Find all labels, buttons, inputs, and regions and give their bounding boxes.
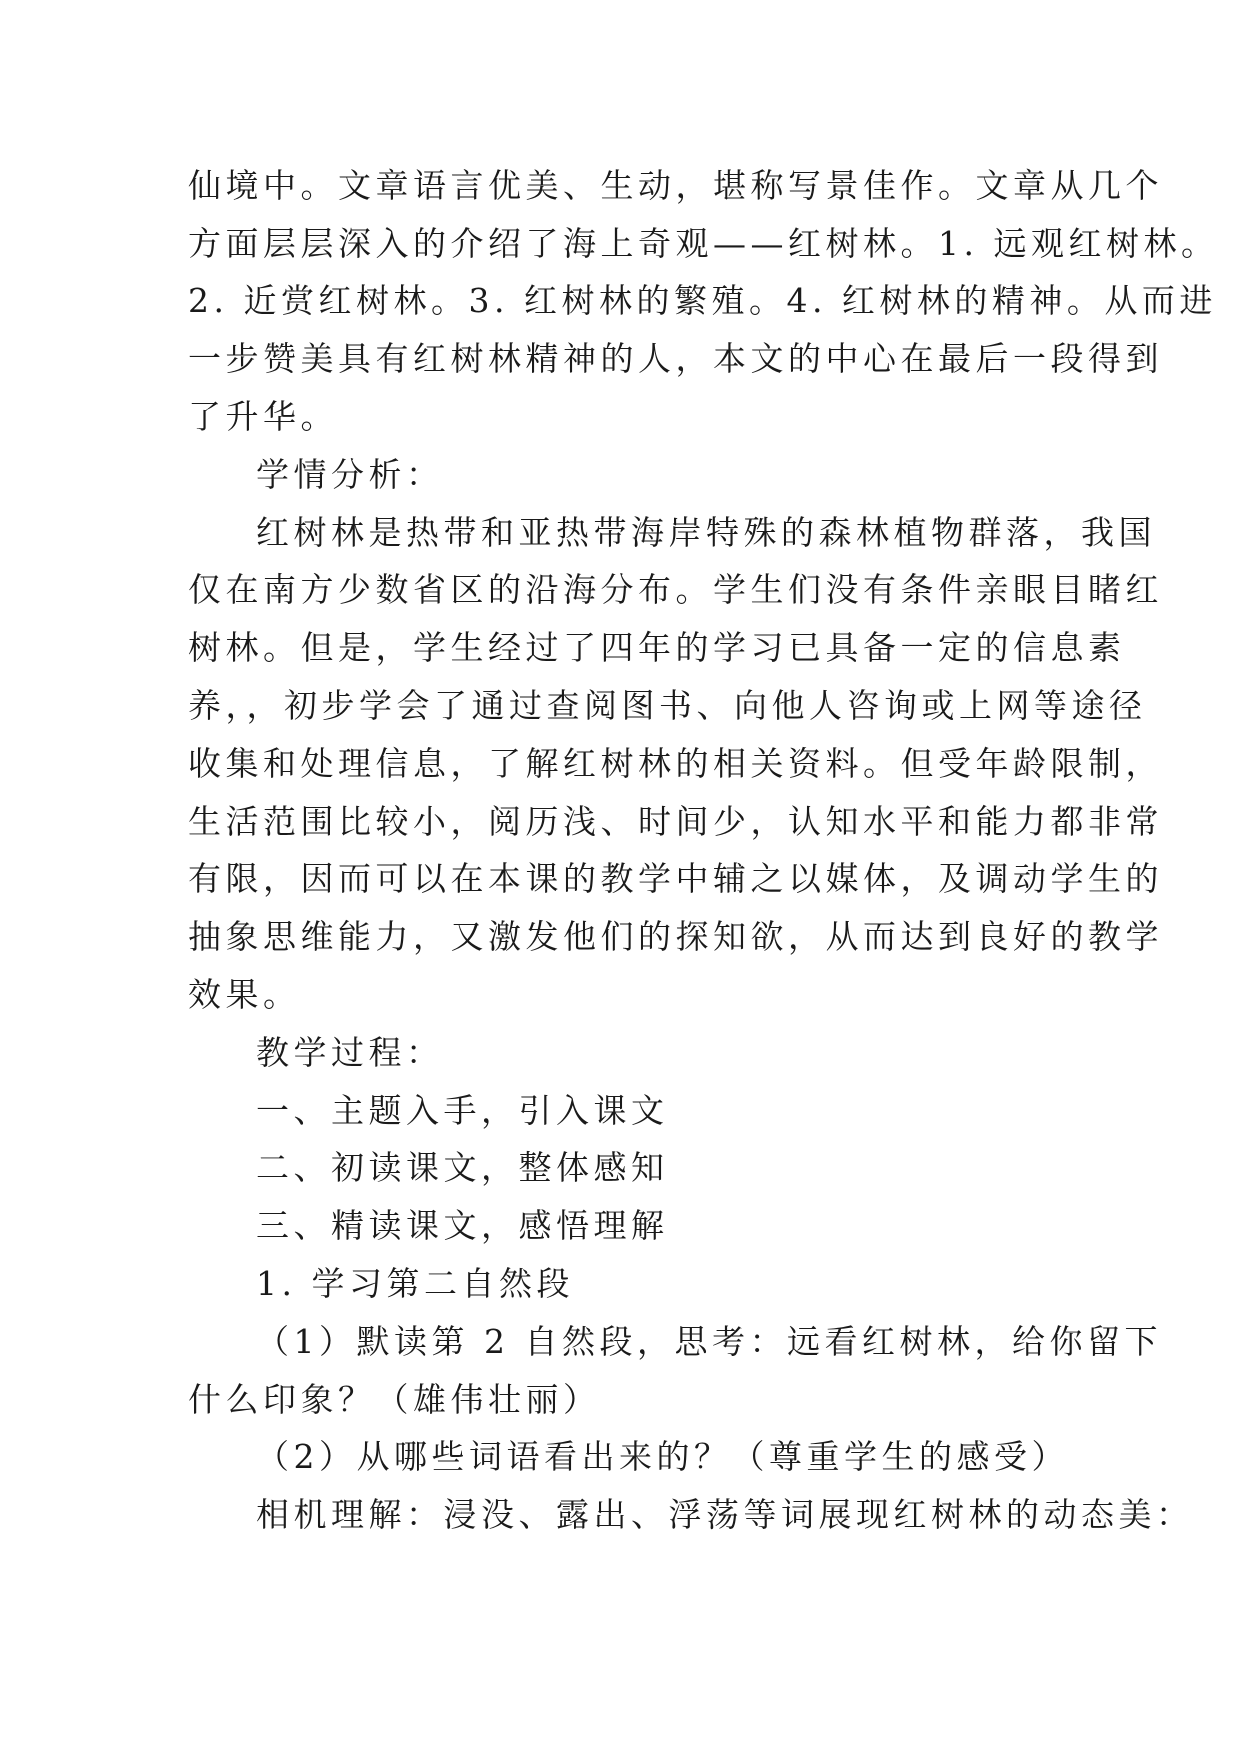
text-line: 树林。但是，学生经过了四年的学习已具备一定的信息素: [188, 628, 1126, 667]
list-item: 一、主题入手，引入课文: [256, 1091, 669, 1130]
text-line: 相机理解：浸没、露出、浮荡等词展现红树林的动态美：: [256, 1495, 1194, 1534]
section-heading: 学情分析：: [256, 455, 444, 494]
text-line: 抽象思维能力，又激发他们的探知欲，从而达到良好的教学: [188, 917, 1163, 956]
text-line: 仙境中。文章语言优美、生动，堪称写景佳作。文章从几个: [188, 166, 1163, 205]
text-line: 仅在南方少数省区的沿海分布。学生们没有条件亲眼目睹红: [188, 570, 1163, 609]
text-line: 了升华。: [188, 397, 338, 436]
section-heading: 教学过程：: [256, 1033, 444, 1072]
text-line: 红树林是热带和亚热带海岸特殊的森林植物群落，我国: [256, 513, 1156, 552]
text-line: 收集和处理信息，了解红树林的相关资料。但受年龄限制，: [188, 744, 1163, 783]
text-line: 养，，初步学会了通过查阅图书、向他人咨询或上网等途径: [188, 686, 1147, 725]
list-item: 1. 学习第二自然段: [256, 1264, 574, 1303]
text-line: 一步赞美具有红树林精神的人，本文的中心在最后一段得到: [188, 339, 1163, 378]
list-item: 二、初读课文，整体感知: [256, 1148, 669, 1187]
text-line: （1）默读第 2 自然段，思考：远看红树林，给你留下: [256, 1322, 1162, 1361]
text-line: 什么印象？（雄伟壮丽）: [188, 1380, 601, 1419]
text-line: 效果。: [188, 975, 301, 1014]
text-line: 生活范围比较小，阅历浅、时间少，认知水平和能力都非常: [188, 802, 1163, 841]
list-item: 三、精读课文，感悟理解: [256, 1206, 669, 1245]
text-line: 方面层层深入的介绍了海上奇观——红树林。1. 远观红树林。: [188, 224, 1219, 263]
text-line: 2. 近赏红树林。3. 红树林的繁殖。4. 红树林的精神。从而进: [188, 281, 1217, 320]
text-line: （2）从哪些词语看出来的？（尊重学生的感受）: [256, 1437, 1069, 1476]
text-line: 有限，因而可以在本课的教学中辅之以媒体，及调动学生的: [188, 859, 1163, 898]
